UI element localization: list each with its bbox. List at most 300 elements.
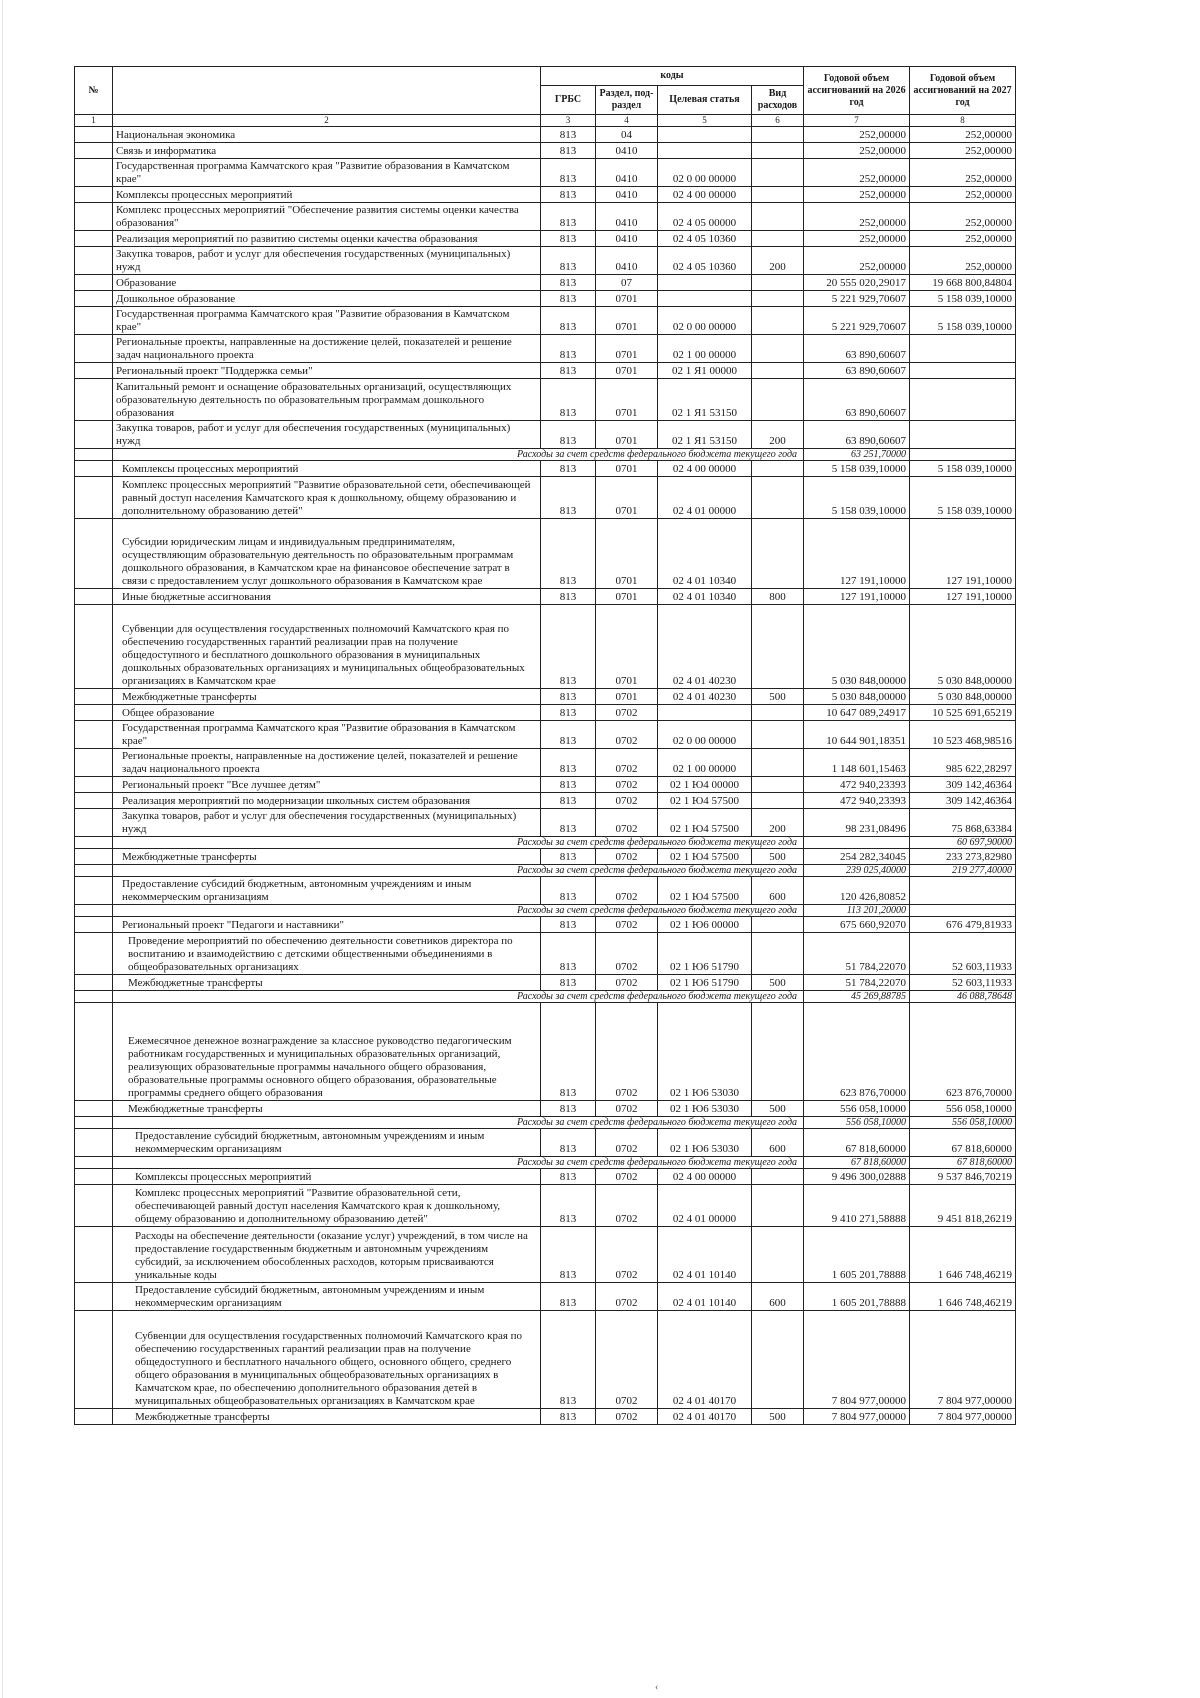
row-target: 02 1 Я1 53150 bbox=[658, 379, 752, 421]
row-kind bbox=[752, 749, 804, 777]
row-value-2026: 63 890,60607 bbox=[804, 335, 910, 363]
note-value-2027: 67 818,60000 bbox=[910, 1157, 1016, 1169]
row-grbs: 813 bbox=[541, 689, 596, 705]
table-row bbox=[75, 1169, 1163, 1185]
row-num-cell bbox=[75, 705, 113, 721]
table-row bbox=[75, 689, 1163, 705]
row-grbs: 813 bbox=[541, 1169, 596, 1185]
row-grbs: 813 bbox=[541, 605, 596, 689]
row-target: 02 4 01 00000 bbox=[658, 1185, 752, 1227]
table-row bbox=[75, 379, 1163, 421]
row-kind bbox=[752, 307, 804, 335]
note-value-2026: 67 818,60000 bbox=[804, 1157, 910, 1169]
spacer-cell bbox=[1016, 605, 1163, 689]
table-row bbox=[75, 1003, 1163, 1101]
colnum: 2 bbox=[113, 115, 541, 127]
row-value-2026: 252,00000 bbox=[804, 247, 910, 275]
row-value-2026: 63 890,60607 bbox=[804, 421, 910, 449]
note-label: Расходы за счет средств федерального бюджета текущего года bbox=[113, 905, 804, 917]
row-grbs: 813 bbox=[541, 809, 596, 837]
spacer-cell bbox=[1016, 809, 1163, 837]
row-kind bbox=[752, 203, 804, 231]
row-value-2027: 5 030 848,00000 bbox=[910, 605, 1016, 689]
spacer-cell bbox=[1016, 877, 1163, 905]
row-num-cell bbox=[75, 877, 113, 905]
table-row bbox=[75, 159, 1163, 187]
row-section: 0702 bbox=[596, 1311, 658, 1409]
row-value-2027: 676 479,81933 bbox=[910, 917, 1016, 933]
table-row bbox=[75, 1311, 1163, 1409]
row-value-2027: 309 142,46364 bbox=[910, 777, 1016, 793]
row-value-2026: 98 231,08496 bbox=[804, 809, 910, 837]
row-section: 0702 bbox=[596, 849, 658, 865]
row-value-2027 bbox=[910, 877, 1016, 905]
table-row bbox=[75, 777, 1163, 793]
column-number-row bbox=[75, 115, 1163, 127]
row-target: 02 1 Ю6 51790 bbox=[658, 933, 752, 975]
row-value-2026: 51 784,22070 bbox=[804, 933, 910, 975]
row-grbs: 813 bbox=[541, 793, 596, 809]
row-num-cell bbox=[75, 917, 113, 933]
spacer-cell bbox=[1016, 247, 1163, 275]
row-target: 02 4 00 00000 bbox=[658, 1169, 752, 1185]
row-target: 02 4 01 40170 bbox=[658, 1311, 752, 1409]
table-row bbox=[75, 127, 1163, 143]
row-value-2026: 10 644 901,18351 bbox=[804, 721, 910, 749]
row-grbs: 813 bbox=[541, 247, 596, 275]
row-value-2026: 254 282,34045 bbox=[804, 849, 910, 865]
row-grbs: 813 bbox=[541, 777, 596, 793]
row-section: 0702 bbox=[596, 917, 658, 933]
row-kind bbox=[752, 1311, 804, 1409]
row-name: Комплекс процессных мероприятий "Обеспечение развития системы оценки качества образования" bbox=[113, 203, 541, 231]
spacer-cell bbox=[1016, 849, 1163, 865]
row-value-2027 bbox=[910, 363, 1016, 379]
header-num: № bbox=[75, 67, 113, 115]
table-row bbox=[75, 1185, 1163, 1227]
spacer-cell bbox=[1016, 1129, 1163, 1157]
row-grbs: 813 bbox=[541, 461, 596, 477]
row-section: 0410 bbox=[596, 231, 658, 247]
row-name: Национальная экономика bbox=[113, 127, 541, 143]
row-value-2027: 75 868,63384 bbox=[910, 809, 1016, 837]
row-section: 0702 bbox=[596, 1283, 658, 1311]
spacer-cell bbox=[1016, 143, 1163, 159]
header-kind: Вид расходов bbox=[752, 86, 804, 115]
row-section: 0702 bbox=[596, 933, 658, 975]
spacer-cell bbox=[1016, 933, 1163, 975]
row-name: Предоставление субсидий бюджетным, автономным учреждениям и иным некоммерческим организациям bbox=[113, 877, 541, 905]
row-target: 02 4 01 40230 bbox=[658, 605, 752, 689]
row-value-2027: 1 646 748,46219 bbox=[910, 1227, 1016, 1283]
row-kind: 500 bbox=[752, 1101, 804, 1117]
table-row bbox=[75, 605, 1163, 689]
row-num-cell bbox=[75, 461, 113, 477]
row-num-cell bbox=[75, 1129, 113, 1157]
row-value-2027: 127 191,10000 bbox=[910, 589, 1016, 605]
row-target: 02 4 00 00000 bbox=[658, 461, 752, 477]
note-value-2026: 63 251,70000 bbox=[804, 449, 910, 461]
spacer-cell bbox=[1016, 127, 1163, 143]
row-section: 0702 bbox=[596, 1129, 658, 1157]
row-target: 02 4 01 10140 bbox=[658, 1283, 752, 1311]
row-value-2027: 252,00000 bbox=[910, 187, 1016, 203]
header-name bbox=[113, 67, 541, 115]
row-name: Проведение мероприятий по обеспечению деятельности советников директора по воспитанию и взаимодействию с детскими общественными объединениями в общеобразовательных организациях bbox=[113, 933, 541, 975]
table-row bbox=[75, 519, 1163, 589]
spacer-cell bbox=[1016, 1003, 1163, 1101]
row-num-cell bbox=[75, 363, 113, 379]
row-target: 02 4 00 00000 bbox=[658, 187, 752, 203]
row-value-2027: 252,00000 bbox=[910, 247, 1016, 275]
row-grbs: 813 bbox=[541, 379, 596, 421]
row-name: Ежемесячное денежное вознаграждение за классное руководство педагогическим работникам государственных и муниципальных образовательных организаций, реализующих образовательные программы начального общего образования, образовательные программы основного общего образования, образовательные программы среднего общего образования bbox=[113, 1003, 541, 1101]
header-spacer bbox=[1016, 67, 1163, 115]
row-num-cell bbox=[75, 1227, 113, 1283]
row-kind: 200 bbox=[752, 809, 804, 837]
row-target: 02 0 00 00000 bbox=[658, 159, 752, 187]
row-grbs: 813 bbox=[541, 917, 596, 933]
row-section: 0702 bbox=[596, 1169, 658, 1185]
spacer-cell bbox=[1016, 477, 1163, 519]
row-kind: 500 bbox=[752, 849, 804, 865]
row-kind: 600 bbox=[752, 877, 804, 905]
note-value-2026: 239 025,40000 bbox=[804, 865, 910, 877]
row-name: Иные бюджетные ассигнования bbox=[113, 589, 541, 605]
row-value-2027: 9 451 818,26219 bbox=[910, 1185, 1016, 1227]
table-row bbox=[75, 589, 1163, 605]
federal-budget-note-row bbox=[75, 1157, 1163, 1169]
spacer-cell bbox=[1016, 917, 1163, 933]
row-num-cell bbox=[75, 1117, 113, 1129]
spacer-cell bbox=[1016, 1157, 1163, 1169]
row-value-2026: 127 191,10000 bbox=[804, 519, 910, 589]
row-grbs: 813 bbox=[541, 1227, 596, 1283]
table-row bbox=[75, 917, 1163, 933]
spacer-cell bbox=[1016, 837, 1163, 849]
row-section: 0701 bbox=[596, 605, 658, 689]
row-grbs: 813 bbox=[541, 1101, 596, 1117]
row-value-2026: 252,00000 bbox=[804, 159, 910, 187]
row-value-2026: 252,00000 bbox=[804, 231, 910, 247]
spacer-cell bbox=[1016, 449, 1163, 461]
row-value-2027: 127 191,10000 bbox=[910, 519, 1016, 589]
row-name: Государственная программа Камчатского края "Развитие образования в Камчатском крае" bbox=[113, 159, 541, 187]
row-grbs: 813 bbox=[541, 877, 596, 905]
note-label: Расходы за счет средств федерального бюджета текущего года bbox=[113, 837, 804, 849]
row-kind: 500 bbox=[752, 975, 804, 991]
row-kind bbox=[752, 379, 804, 421]
row-target: 02 1 00 00000 bbox=[658, 749, 752, 777]
spacer-cell bbox=[1016, 1227, 1163, 1283]
row-num-cell bbox=[75, 449, 113, 461]
row-kind bbox=[752, 793, 804, 809]
spacer-cell bbox=[1016, 1169, 1163, 1185]
row-value-2027: 5 030 848,00000 bbox=[910, 689, 1016, 705]
row-target: 02 1 Ю4 57500 bbox=[658, 809, 752, 837]
table-row bbox=[75, 461, 1163, 477]
row-num-cell bbox=[75, 689, 113, 705]
row-value-2026: 623 876,70000 bbox=[804, 1003, 910, 1101]
row-value-2027 bbox=[910, 335, 1016, 363]
row-section: 0702 bbox=[596, 793, 658, 809]
table-row bbox=[75, 933, 1163, 975]
row-kind bbox=[752, 605, 804, 689]
row-num-cell bbox=[75, 275, 113, 291]
row-num-cell bbox=[75, 477, 113, 519]
row-value-2026: 63 890,60607 bbox=[804, 379, 910, 421]
spacer-cell bbox=[1016, 1283, 1163, 1311]
row-section: 0701 bbox=[596, 519, 658, 589]
row-name: Комплексы процессных мероприятий bbox=[113, 187, 541, 203]
row-value-2026: 675 660,92070 bbox=[804, 917, 910, 933]
spacer-cell bbox=[1016, 777, 1163, 793]
row-target bbox=[658, 127, 752, 143]
row-grbs: 813 bbox=[541, 589, 596, 605]
row-value-2026: 51 784,22070 bbox=[804, 975, 910, 991]
row-target: 02 4 01 10340 bbox=[658, 589, 752, 605]
row-grbs: 813 bbox=[541, 335, 596, 363]
row-value-2026: 556 058,10000 bbox=[804, 1101, 910, 1117]
row-section: 0701 bbox=[596, 461, 658, 477]
row-kind bbox=[752, 519, 804, 589]
row-kind bbox=[752, 777, 804, 793]
row-value-2027: 623 876,70000 bbox=[910, 1003, 1016, 1101]
note-label: Расходы за счет средств федерального бюджета текущего года bbox=[113, 449, 804, 461]
row-name: Комплексы процессных мероприятий bbox=[113, 461, 541, 477]
table-body bbox=[75, 127, 1163, 1425]
spacer-cell bbox=[1016, 231, 1163, 247]
federal-budget-note-row bbox=[75, 1117, 1163, 1129]
row-section: 0702 bbox=[596, 877, 658, 905]
row-grbs: 813 bbox=[541, 749, 596, 777]
table-row bbox=[75, 793, 1163, 809]
spacer-cell bbox=[1016, 705, 1163, 721]
row-num-cell bbox=[75, 809, 113, 837]
note-label: Расходы за счет средств федерального бюджета текущего года bbox=[113, 1117, 804, 1129]
row-kind bbox=[752, 231, 804, 247]
row-target bbox=[658, 705, 752, 721]
row-grbs: 813 bbox=[541, 421, 596, 449]
row-value-2026: 5 158 039,10000 bbox=[804, 477, 910, 519]
federal-budget-note-row bbox=[75, 865, 1163, 877]
colnum: 6 bbox=[752, 115, 804, 127]
row-section: 0702 bbox=[596, 975, 658, 991]
table-row bbox=[75, 187, 1163, 203]
row-kind bbox=[752, 335, 804, 363]
row-kind bbox=[752, 159, 804, 187]
scan-edge bbox=[2, 0, 3, 1698]
row-section: 0410 bbox=[596, 159, 658, 187]
header-grbs: ГРБС bbox=[541, 86, 596, 115]
row-kind bbox=[752, 461, 804, 477]
spacer-cell bbox=[1016, 1117, 1163, 1129]
row-target bbox=[658, 143, 752, 159]
row-section: 0701 bbox=[596, 477, 658, 519]
budget-document bbox=[74, 66, 1162, 1425]
spacer-cell bbox=[1016, 307, 1163, 335]
spacer-cell bbox=[1016, 421, 1163, 449]
row-grbs: 813 bbox=[541, 143, 596, 159]
row-section: 0701 bbox=[596, 335, 658, 363]
row-target bbox=[658, 291, 752, 307]
row-section: 0701 bbox=[596, 379, 658, 421]
row-num-cell bbox=[75, 159, 113, 187]
row-grbs: 813 bbox=[541, 1129, 596, 1157]
note-label: Расходы за счет средств федерального бюджета текущего года bbox=[113, 1157, 804, 1169]
row-num-cell bbox=[75, 247, 113, 275]
row-target: 02 4 01 10340 bbox=[658, 519, 752, 589]
row-num-cell bbox=[75, 975, 113, 991]
row-num-cell bbox=[75, 291, 113, 307]
table-row bbox=[75, 363, 1163, 379]
row-name: Государственная программа Камчатского края "Развитие образования в Камчатском крае" bbox=[113, 307, 541, 335]
row-value-2027: 252,00000 bbox=[910, 203, 1016, 231]
spacer-cell bbox=[1016, 865, 1163, 877]
colnum: 5 bbox=[658, 115, 752, 127]
row-grbs: 813 bbox=[541, 1283, 596, 1311]
row-name: Комплекс процессных мероприятий "Развитие образовательной сети, обеспечивающей равный доступ населения Камчатского края к дошкольному, общему образованию и дополнительному образованию детей" bbox=[113, 477, 541, 519]
row-grbs: 813 bbox=[541, 705, 596, 721]
row-name: Субсидии юридическим лицам и индивидуальным предпринимателям, осуществляющим образовательную деятельность по образовательным программам дошкольного образования, в Камчатском крае на финансовое обеспечение затрат в связи с предоставлением услуг дошкольного образования в Камчатском крае bbox=[113, 519, 541, 589]
row-section: 0702 bbox=[596, 1227, 658, 1283]
note-value-2026: 45 269,88785 bbox=[804, 991, 910, 1003]
row-name: Государственная программа Камчатского края "Развитие образования в Камчатском крае" bbox=[113, 721, 541, 749]
colnum: 7 bbox=[804, 115, 910, 127]
row-name: Закупка товаров, работ и услуг для обеспечения государственных (муниципальных) нужд bbox=[113, 809, 541, 837]
row-value-2026: 1 605 201,78888 bbox=[804, 1283, 910, 1311]
table-row bbox=[75, 335, 1163, 363]
row-section: 0702 bbox=[596, 809, 658, 837]
row-kind bbox=[752, 933, 804, 975]
row-grbs: 813 bbox=[541, 275, 596, 291]
row-value-2026: 20 555 020,29017 bbox=[804, 275, 910, 291]
row-section: 0701 bbox=[596, 589, 658, 605]
row-num-cell bbox=[75, 605, 113, 689]
row-name: Субвенции для осуществления государственных полномочий Камчатского края по обеспечению государственных гарантий реализации прав на получение общедоступного и бесплатного начального общего, основного общего, среднего общего образования в муниципальных общеобразовательных организациях в Камчатском крае, по обеспечению дополнительного образования детей в муниципальных общеобразовательных организациях в Камчатском крае bbox=[113, 1311, 541, 1409]
row-grbs: 813 bbox=[541, 159, 596, 187]
table-row bbox=[75, 477, 1163, 519]
row-section: 0702 bbox=[596, 749, 658, 777]
table-row bbox=[75, 705, 1163, 721]
spacer-cell bbox=[1016, 689, 1163, 705]
table-row bbox=[75, 877, 1163, 905]
spacer-cell bbox=[1016, 793, 1163, 809]
page-mark: ‹ bbox=[655, 1682, 659, 1693]
row-target: 02 1 Я1 53150 bbox=[658, 421, 752, 449]
colnum: 3 bbox=[541, 115, 596, 127]
row-name: Региональные проекты, направленные на достижение целей, показателей и решение задач национального проекта bbox=[113, 749, 541, 777]
row-value-2027: 309 142,46364 bbox=[910, 793, 1016, 809]
spacer-cell bbox=[1016, 275, 1163, 291]
spacer-cell bbox=[1016, 335, 1163, 363]
row-num-cell bbox=[75, 1311, 113, 1409]
row-value-2027: 7 804 977,00000 bbox=[910, 1409, 1016, 1425]
row-value-2027: 5 158 039,10000 bbox=[910, 307, 1016, 335]
colnum: 4 bbox=[596, 115, 658, 127]
note-value-2027: 219 277,40000 bbox=[910, 865, 1016, 877]
row-kind: 200 bbox=[752, 421, 804, 449]
spacer-cell bbox=[1016, 721, 1163, 749]
row-target: 02 1 Ю4 00000 bbox=[658, 777, 752, 793]
note-label: Расходы за счет средств федерального бюджета текущего года bbox=[113, 991, 804, 1003]
row-value-2027: 5 158 039,10000 bbox=[910, 291, 1016, 307]
row-target: 02 1 Я1 00000 bbox=[658, 363, 752, 379]
row-value-2026: 9 496 300,02888 bbox=[804, 1169, 910, 1185]
row-name: Реализация мероприятий по развитию системы оценки качества образования bbox=[113, 231, 541, 247]
note-label: Расходы за счет средств федерального бюджета текущего года bbox=[113, 865, 804, 877]
row-section: 0702 bbox=[596, 1003, 658, 1101]
row-name: Субвенции для осуществления государственных полномочий Камчатского края по обеспечению государственных гарантий реализации прав на получение общедоступного и бесплатного дошкольного образования в муниципальных дошкольных образовательных организациях и муниципальных общеобразовательных организациях в Камчатском крае bbox=[113, 605, 541, 689]
row-name: Предоставление субсидий бюджетным, автономным учреждениям и иным некоммерческим организациям bbox=[113, 1283, 541, 1311]
header-vol-2026: Годовой объем ассигнований на 2026 год bbox=[804, 67, 910, 115]
row-target: 02 1 Ю4 57500 bbox=[658, 793, 752, 809]
table-row bbox=[75, 809, 1163, 837]
row-section: 0702 bbox=[596, 721, 658, 749]
row-num-cell bbox=[75, 519, 113, 589]
row-target: 02 4 01 40170 bbox=[658, 1409, 752, 1425]
row-value-2027: 19 668 800,84804 bbox=[910, 275, 1016, 291]
row-kind: 500 bbox=[752, 1409, 804, 1425]
spacer-cell bbox=[1016, 1311, 1163, 1409]
row-num-cell bbox=[75, 589, 113, 605]
row-value-2026: 252,00000 bbox=[804, 143, 910, 159]
row-target: 02 1 Ю4 57500 bbox=[658, 877, 752, 905]
spacer-cell bbox=[1016, 589, 1163, 605]
table-row bbox=[75, 307, 1163, 335]
row-value-2026: 9 410 271,58888 bbox=[804, 1185, 910, 1227]
row-kind bbox=[752, 363, 804, 379]
row-num-cell bbox=[75, 933, 113, 975]
note-value-2027 bbox=[910, 449, 1016, 461]
table-row bbox=[75, 749, 1163, 777]
row-num-cell bbox=[75, 231, 113, 247]
row-value-2026: 252,00000 bbox=[804, 127, 910, 143]
row-kind bbox=[752, 187, 804, 203]
table-row bbox=[75, 1227, 1163, 1283]
federal-budget-note-row bbox=[75, 991, 1163, 1003]
row-num-cell bbox=[75, 1101, 113, 1117]
row-target: 02 1 Ю6 53030 bbox=[658, 1101, 752, 1117]
spacer-cell bbox=[1016, 519, 1163, 589]
spacer-cell bbox=[1016, 203, 1163, 231]
row-value-2026: 1 148 601,15463 bbox=[804, 749, 910, 777]
row-name: Региональные проекты, направленные на достижение целей, показателей и решение задач национального проекта bbox=[113, 335, 541, 363]
spacer-cell bbox=[1016, 1409, 1163, 1425]
header-codes: коды bbox=[541, 67, 804, 86]
row-target: 02 4 05 10360 bbox=[658, 231, 752, 247]
spacer-cell bbox=[1016, 749, 1163, 777]
row-section: 0410 bbox=[596, 247, 658, 275]
row-value-2027: 252,00000 bbox=[910, 231, 1016, 247]
spacer-cell bbox=[1016, 379, 1163, 421]
row-name: Закупка товаров, работ и услуг для обеспечения государственных (муниципальных) нужд bbox=[113, 421, 541, 449]
row-value-2026: 472 940,23393 bbox=[804, 793, 910, 809]
row-kind: 600 bbox=[752, 1283, 804, 1311]
row-value-2026: 252,00000 bbox=[804, 203, 910, 231]
row-value-2026: 5 030 848,00000 bbox=[804, 689, 910, 705]
row-grbs: 813 bbox=[541, 1311, 596, 1409]
table-row bbox=[75, 275, 1163, 291]
row-kind: 500 bbox=[752, 689, 804, 705]
row-value-2026: 67 818,60000 bbox=[804, 1129, 910, 1157]
row-target: 02 1 Ю6 53030 bbox=[658, 1129, 752, 1157]
row-name: Региональный проект "Поддержка семьи" bbox=[113, 363, 541, 379]
row-value-2027: 233 273,82980 bbox=[910, 849, 1016, 865]
row-grbs: 813 bbox=[541, 849, 596, 865]
row-kind bbox=[752, 721, 804, 749]
row-kind bbox=[752, 275, 804, 291]
